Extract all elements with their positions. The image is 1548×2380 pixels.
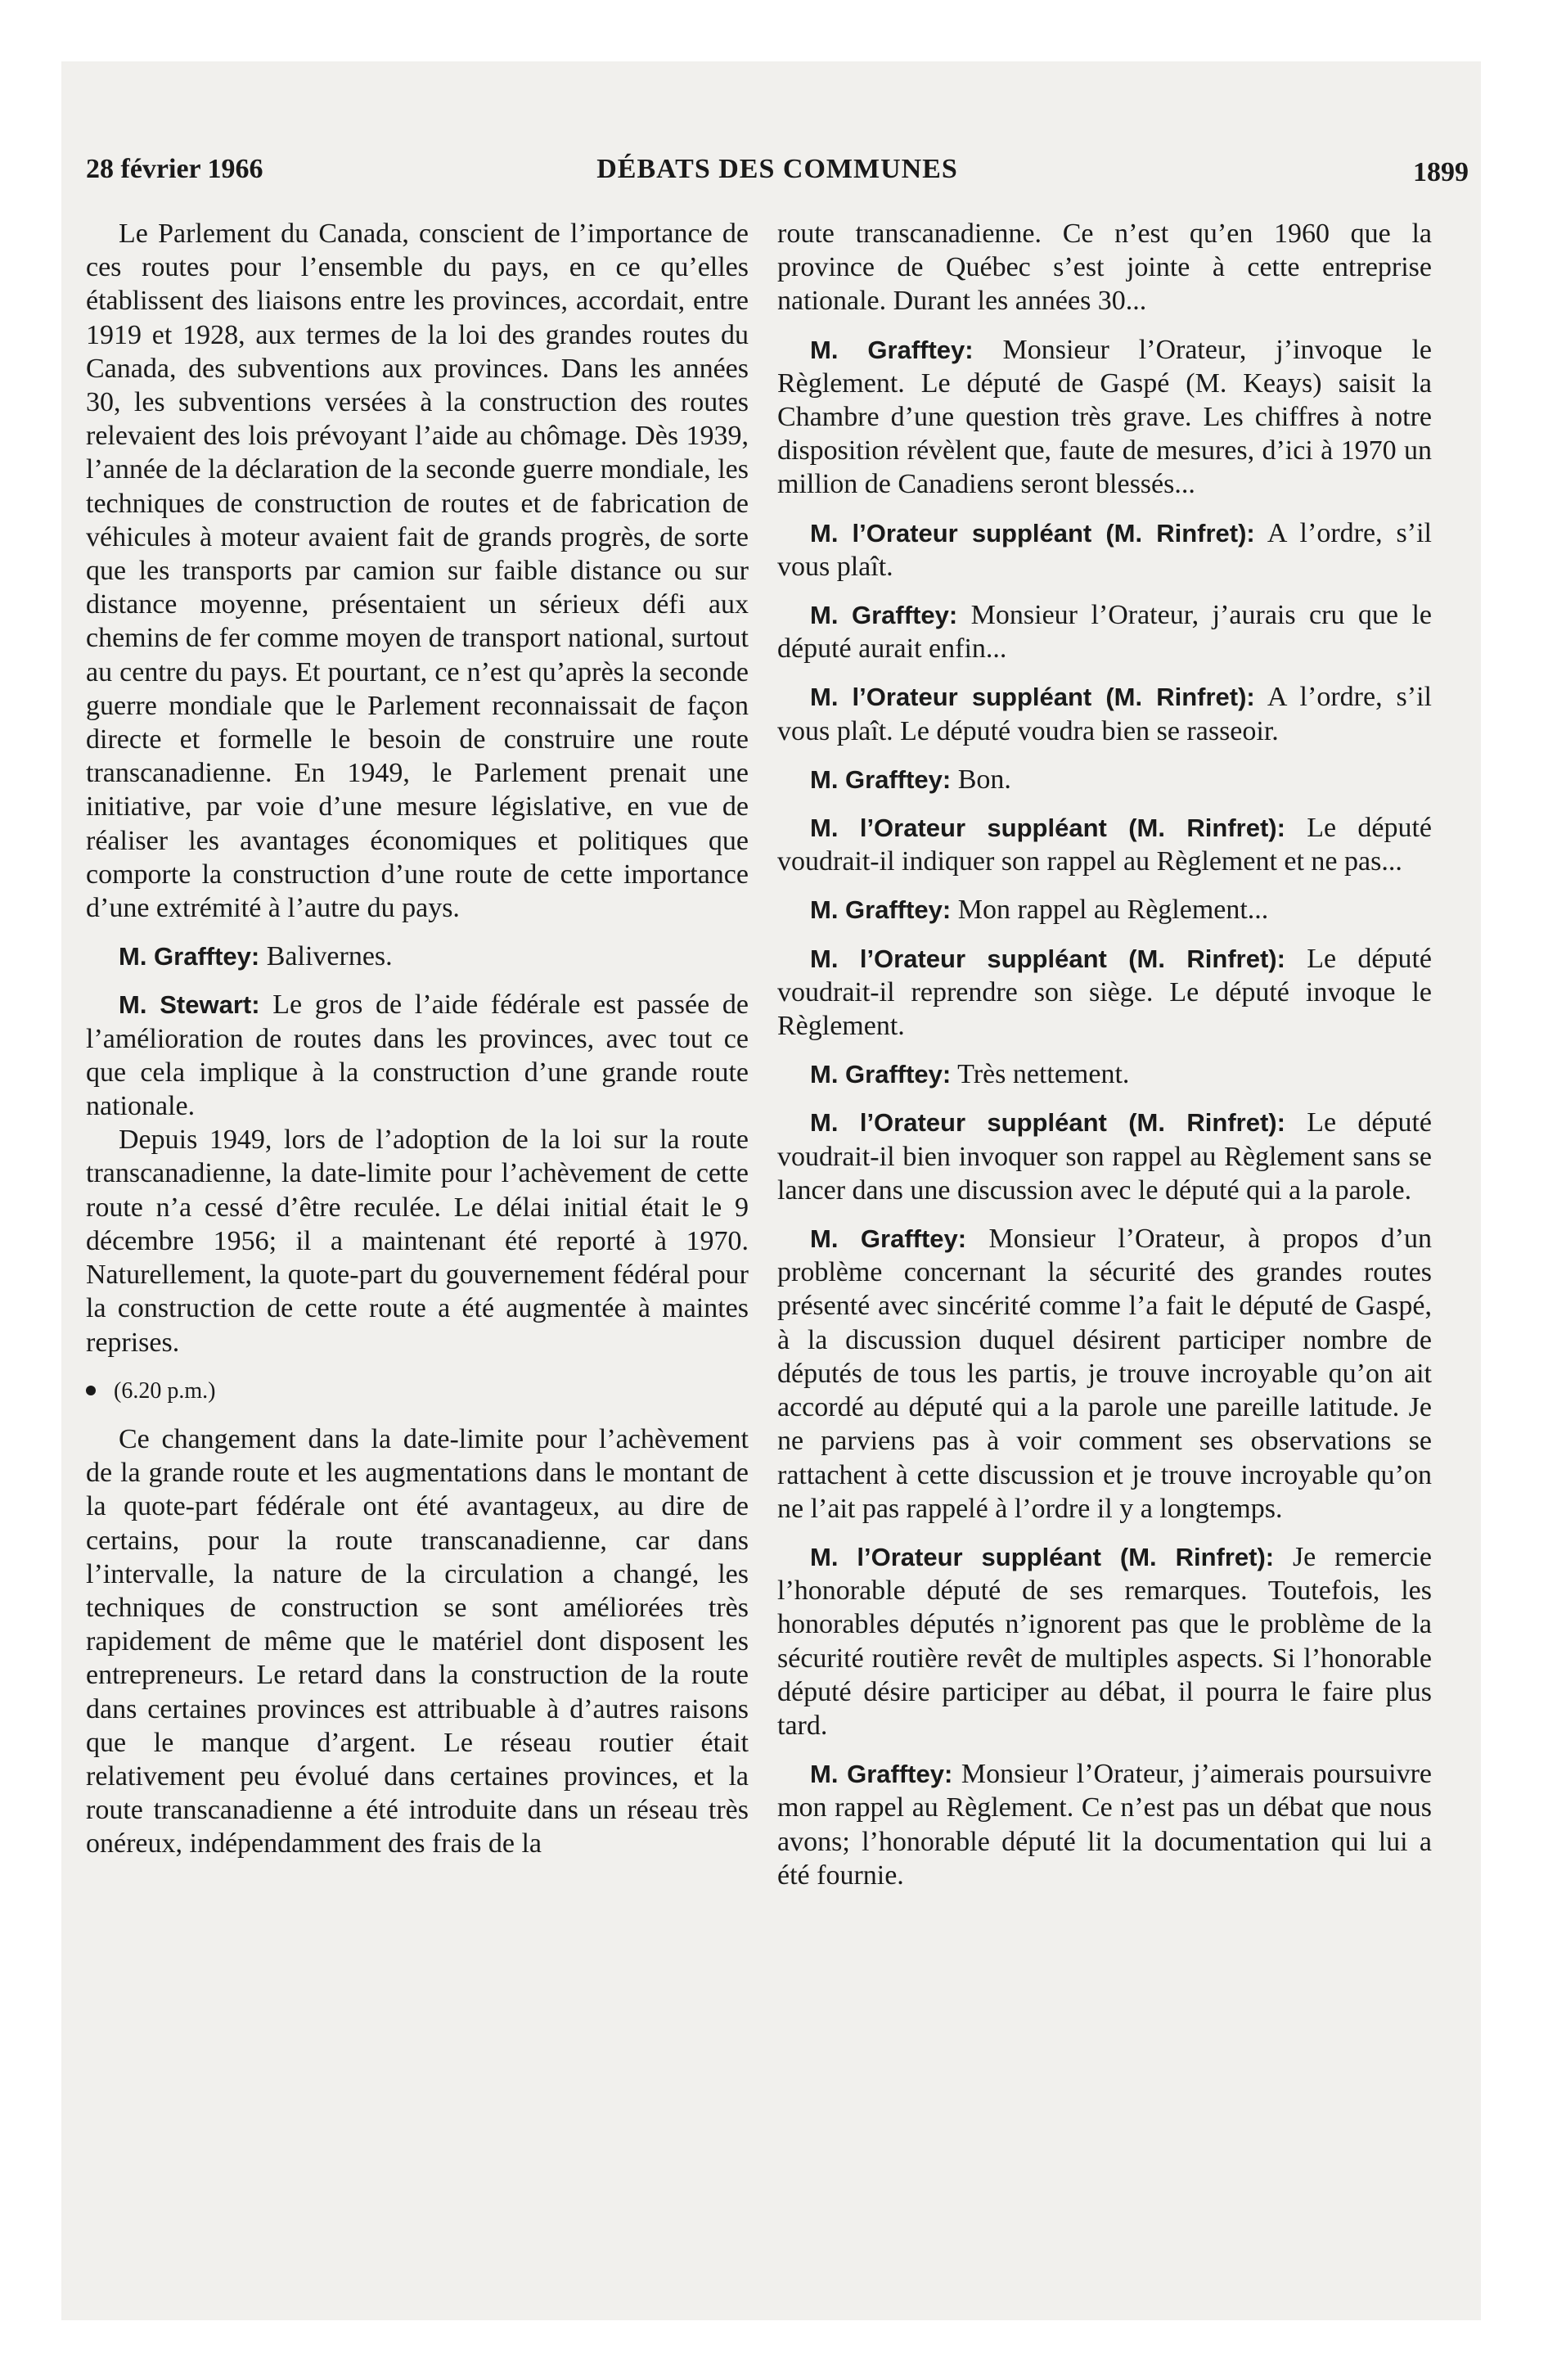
speaker-name: M. l’Orateur suppléant (M. Rinfret): bbox=[810, 944, 1285, 973]
speech bbox=[777, 1057, 1432, 1091]
speech bbox=[777, 598, 1432, 665]
paragraph bbox=[86, 217, 749, 925]
header-title: DÉBATS DES COMMUNES bbox=[596, 154, 958, 184]
speaker-name: M. Grafftey: bbox=[810, 895, 952, 925]
speech-text: Balivernes. bbox=[266, 941, 393, 972]
page-header bbox=[86, 154, 1469, 195]
speech-text: Monsieur l’Orateur, j’aurais cru que le député aurait enfin... bbox=[777, 600, 1433, 665]
speech-text: Je remercie l’honorable député de ses remarques. Toutefois, les honorables députés n’ignorent pas que le problème de la sécurité routière revêt de multiples aspects. Si l’honorable député désire participer au débat, il pourra le faire plus tard. bbox=[777, 1541, 1432, 1741]
paragraph-text: route transcanadienne. Ce n’est qu’en 1960 que la province de Québec s’est jointe à cette entreprise nationale. Durant les années 30... bbox=[777, 219, 1432, 317]
speech bbox=[777, 1757, 1432, 1892]
speaker-name: M. Grafftey: bbox=[810, 1060, 952, 1089]
speech bbox=[777, 680, 1432, 747]
speaker-name: M. Stewart: bbox=[119, 990, 260, 1020]
paragraph-text: Ce changement dans la date-limite pour l’achèvement de la grande route et les augmentations dans le montant de la quote-part fédérale ont été avantageux, au dire de certains, pour la route transcanadienne, car dans l’intervalle, la nature de la circulation a changé, les techniques de construction se sont améliorées très rapidement de même que le matériel dont disposent les entrepreneurs. Le retard dans la construction de la route dans certaines provinces est attribuable à d’autres raisons que le manque d’argent. Le réseau routier était relativement peu évolué dans certaines provinces, et la route transcanadienne a été introduite dans un réseau très onéreux, indépendamment des frais de la bbox=[86, 1423, 749, 1859]
speaker-name: M. l’Orateur suppléant (M. Rinfret): bbox=[810, 1108, 1285, 1138]
speaker-name: M. l’Orateur suppléant (M. Rinfret): bbox=[810, 814, 1285, 843]
time-marker bbox=[86, 1374, 749, 1408]
speaker-name: M. l’Orateur suppléant (M. Rinfret): bbox=[810, 518, 1255, 548]
speech-text: Bon. bbox=[957, 764, 1011, 795]
speech bbox=[777, 1222, 1432, 1526]
speech bbox=[777, 763, 1432, 796]
paragraph bbox=[86, 1422, 749, 1861]
speech-text: Monsieur l’Orateur, j’aimerais poursuivre mon rappel au Règlement. Ce n’est pas un débat que nous avons; l’honorable député lit la documentation qui lui a été fournie. bbox=[777, 1759, 1432, 1891]
speech-text: Mon rappel au Règlement... bbox=[957, 895, 1269, 926]
speech bbox=[777, 811, 1432, 878]
speech-text: A l’ordre, s’il vous plaît. Le député voudra bien se rasseoir. bbox=[777, 682, 1433, 746]
speech-text: Monsieur l’Orateur, à propos d’un problème concernant la sécurité des grandes routes présenté avec sincérité comme l’a fait le député de Gaspé, à la discussion duquel désirent participer nombre de députés de tous les partis, je trouve incroyable qu’on ait accordé au député qui a la parole une pareille latitude. Je ne parviens pas à voir comment ses observations se rattachent à cette discussion et je trouve incroyable qu’on ne l’ait pas rappelé à l’ordre il y a longtemps. bbox=[777, 1224, 1433, 1524]
speech bbox=[777, 893, 1432, 926]
speech-text: Le député voudrait-il indiquer son rappel au Règlement et ne pas... bbox=[777, 813, 1433, 877]
speech bbox=[777, 942, 1432, 1044]
bullet-icon bbox=[86, 1386, 96, 1395]
speech bbox=[777, 1540, 1432, 1742]
speech-text: A l’ordre, s’il vous plaît. bbox=[777, 517, 1433, 582]
speech bbox=[86, 940, 749, 973]
left-column bbox=[86, 217, 749, 1861]
speaker-name: M. l’Orateur suppléant (M. Rinfret): bbox=[810, 683, 1255, 712]
paragraph bbox=[86, 1123, 749, 1359]
speech-text: Le député voudrait-il bien invoquer son rappel au Règlement sans se lancer dans une discussion avec le député qui a la parole. bbox=[777, 1107, 1433, 1206]
speaker-name: M. Grafftey: bbox=[810, 601, 958, 630]
speech-text: Le député voudrait-il reprendre son siège. Le député invoque le Règlement. bbox=[777, 943, 1433, 1042]
speaker-name: M. Grafftey: bbox=[119, 942, 260, 971]
header-date: 28 février 1966 bbox=[86, 154, 263, 184]
speech bbox=[777, 516, 1432, 584]
right-column bbox=[777, 217, 1432, 1892]
speaker-name: M. Grafftey: bbox=[810, 764, 952, 794]
speech bbox=[777, 333, 1432, 502]
speaker-name: M. Grafftey: bbox=[810, 335, 974, 364]
speaker-name: M. Grafftey: bbox=[810, 1224, 967, 1254]
paragraph-text: Le Parlement du Canada, conscient de l’importance de ces routes pour l’ensemble du pays, en ce qu’elles établissent des liaisons entre les provinces, accordait, entre 1919 et 1928, aux termes de la loi des grandes routes du Canada, des subventions aux provinces. Dans les années 30, les subventions versées à la construction des routes relevaient des lois prévoyant l’aide au chômage. Dès 1939, l’année de la déclaration de la seconde guerre mondiale, les techniques de construction de routes et de fabrication de véhicules à moteur avaient fait de grands progrès, de sorte que les transports par camion sur faible distance ou sur distance moyenne, présentaient un sérieux défi aux chemins de fer comme moyen de transport national, surtout au centre du pays. Et pourtant, ce n’est qu’après la seconde guerre mondiale que le Parlement reconnaissait de façon directe et formelle le besoin de construire une route transcanadienne. En 1949, le Parlement prenait une initiative, par voie d’une mesure législative, en vue de réaliser les avantages économiques et politiques que comporte la construction d’une route de cette importance d’une extrémité à l’autre du pays. bbox=[86, 219, 749, 924]
speech-text: Le gros de l’aide fédérale est passée de l’amélioration de routes dans les provinces, avec tout ce que cela implique à la construction d’une grande route nationale. bbox=[86, 989, 749, 1122]
speech bbox=[777, 1106, 1432, 1207]
speech bbox=[86, 988, 749, 1123]
speech-text: Très nettement. bbox=[957, 1059, 1130, 1090]
paragraph bbox=[777, 217, 1432, 318]
header-page-number: 1899 bbox=[1413, 157, 1469, 187]
speech-text: Monsieur l’Orateur, j’invoque le Règlement. Le député de Gaspé (M. Keays) saisit la Chambre d’une question très grave. Les chiffres à notre disposition révèlent que, faute de mesures, d’ici à 1970 un million de Canadiens seront blessés... bbox=[777, 334, 1433, 500]
speaker-name: M. Grafftey: bbox=[810, 1760, 953, 1789]
speaker-name: M. l’Orateur suppléant (M. Rinfret): bbox=[810, 1542, 1275, 1571]
paragraph-text: Depuis 1949, lors de l’adoption de la loi sur la route transcanadienne, la date-limite pour l’achèvement de cette route n’a cessé d’être reculée. Le délai initial était le 9 décembre 1956; il a maintenant été reporté à 1970. Naturellement, la quote-part du gouvernement fédéral pour la construction de cette route a été augmentée à maintes reprises. bbox=[86, 1125, 749, 1358]
time-text: (6.20 p.m.) bbox=[114, 1377, 216, 1404]
